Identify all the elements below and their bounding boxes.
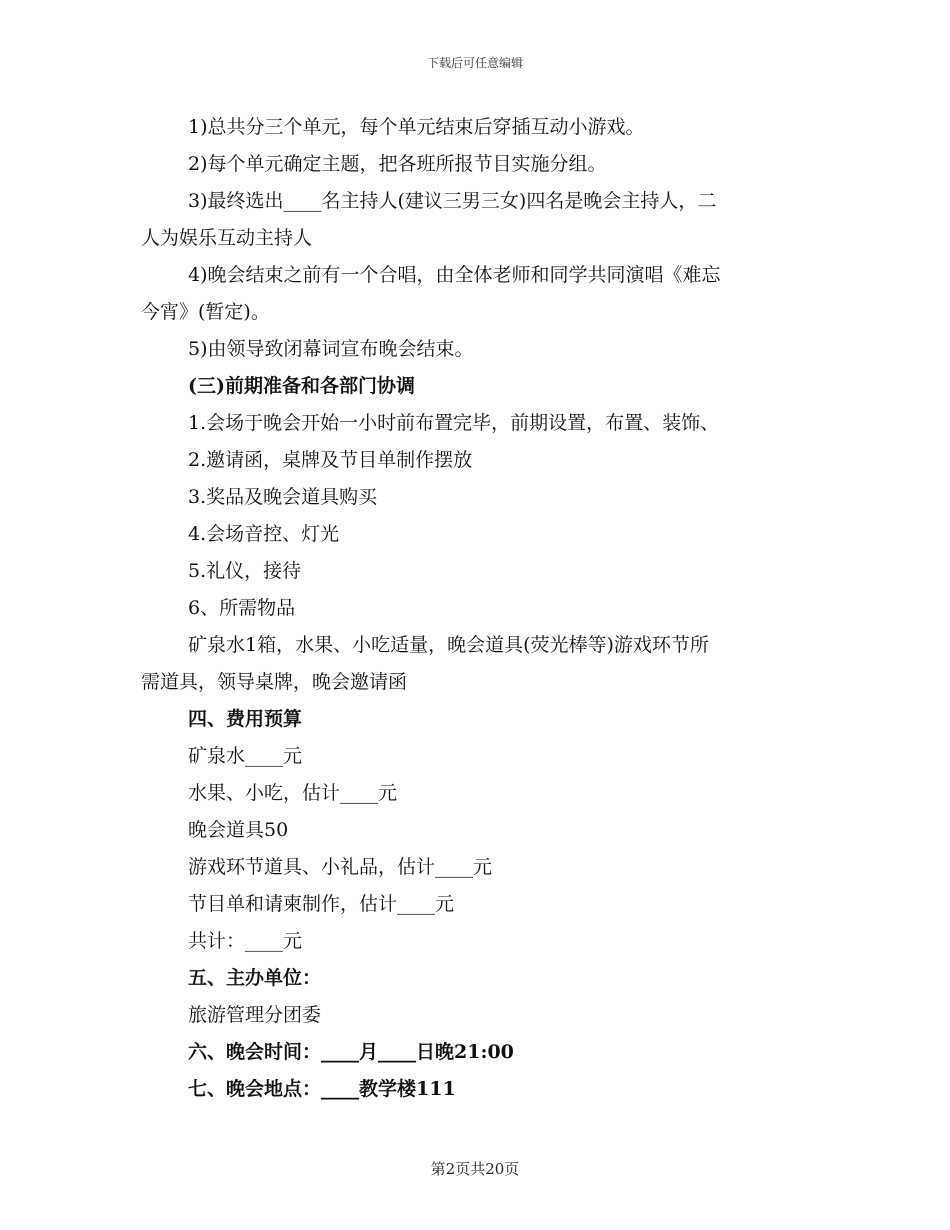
- text-line: 1.会场于晚会开始一小时前布置完毕，前期设置，布置、装饰、: [188, 412, 720, 434]
- text-line: 1)总共分三个单元，每个单元结束后穿插互动小游戏。: [188, 116, 645, 138]
- text-line: 6、所需物品: [188, 597, 296, 619]
- text-line: 3.奖品及晚会道具购买: [188, 486, 378, 508]
- text-line: 4)晚会结束之前有一个合唱，由全体老师和同学共同演唱《难忘: [188, 264, 721, 286]
- text-line: 矿泉水1箱，水果、小吃适量，晚会道具(荧光棒等)游戏环节所: [188, 634, 709, 656]
- section-heading: 五、主办单位：: [188, 967, 322, 989]
- text-line: 2.邀请函，桌牌及节目单制作摆放: [188, 449, 473, 471]
- text-line: 5)由领导致闭幕词宣布晚会结束。: [188, 338, 474, 360]
- text-line: 2)每个单元确定主题，把各班所报节目实施分组。: [188, 153, 607, 175]
- text-line: 游戏环节道具、小礼品，估计____元: [188, 856, 493, 878]
- text-line: 4.会场音控、灯光: [188, 523, 340, 545]
- text-line: 水果、小吃，估计____元: [188, 782, 398, 804]
- text-line: 人为娱乐互动主持人: [141, 227, 313, 249]
- document-body: [141, 109, 801, 1108]
- text-line: 节目单和请柬制作，估计____元: [188, 893, 455, 915]
- section-heading: 四、费用预算: [188, 708, 303, 730]
- text-line: 今宵》(暂定)。: [141, 301, 270, 323]
- text-line: 旅游管理分团委: [188, 1004, 322, 1026]
- page-footer: 第2页共20页: [430, 1160, 520, 1178]
- text-line: 矿泉水____元: [188, 745, 303, 767]
- text-line: 共计：____元: [188, 930, 303, 952]
- text-line: 需道具，领导桌牌，晚会邀请函: [141, 671, 408, 693]
- section-heading: 六、晚会时间：____月____日晚21:00: [188, 1041, 514, 1063]
- text-line: 5.礼仪，接待: [188, 560, 302, 582]
- section-heading: (三)前期准备和各部门协调: [188, 375, 415, 397]
- text-line: 晚会道具50: [188, 819, 289, 841]
- section-heading: 七、晚会地点：____教学楼111: [188, 1078, 456, 1100]
- page-header: 下载后可任意编辑: [426, 56, 523, 70]
- text-line: 3)最终选出____名主持人(建议三男三女)四名是晚会主持人，二: [188, 190, 717, 212]
